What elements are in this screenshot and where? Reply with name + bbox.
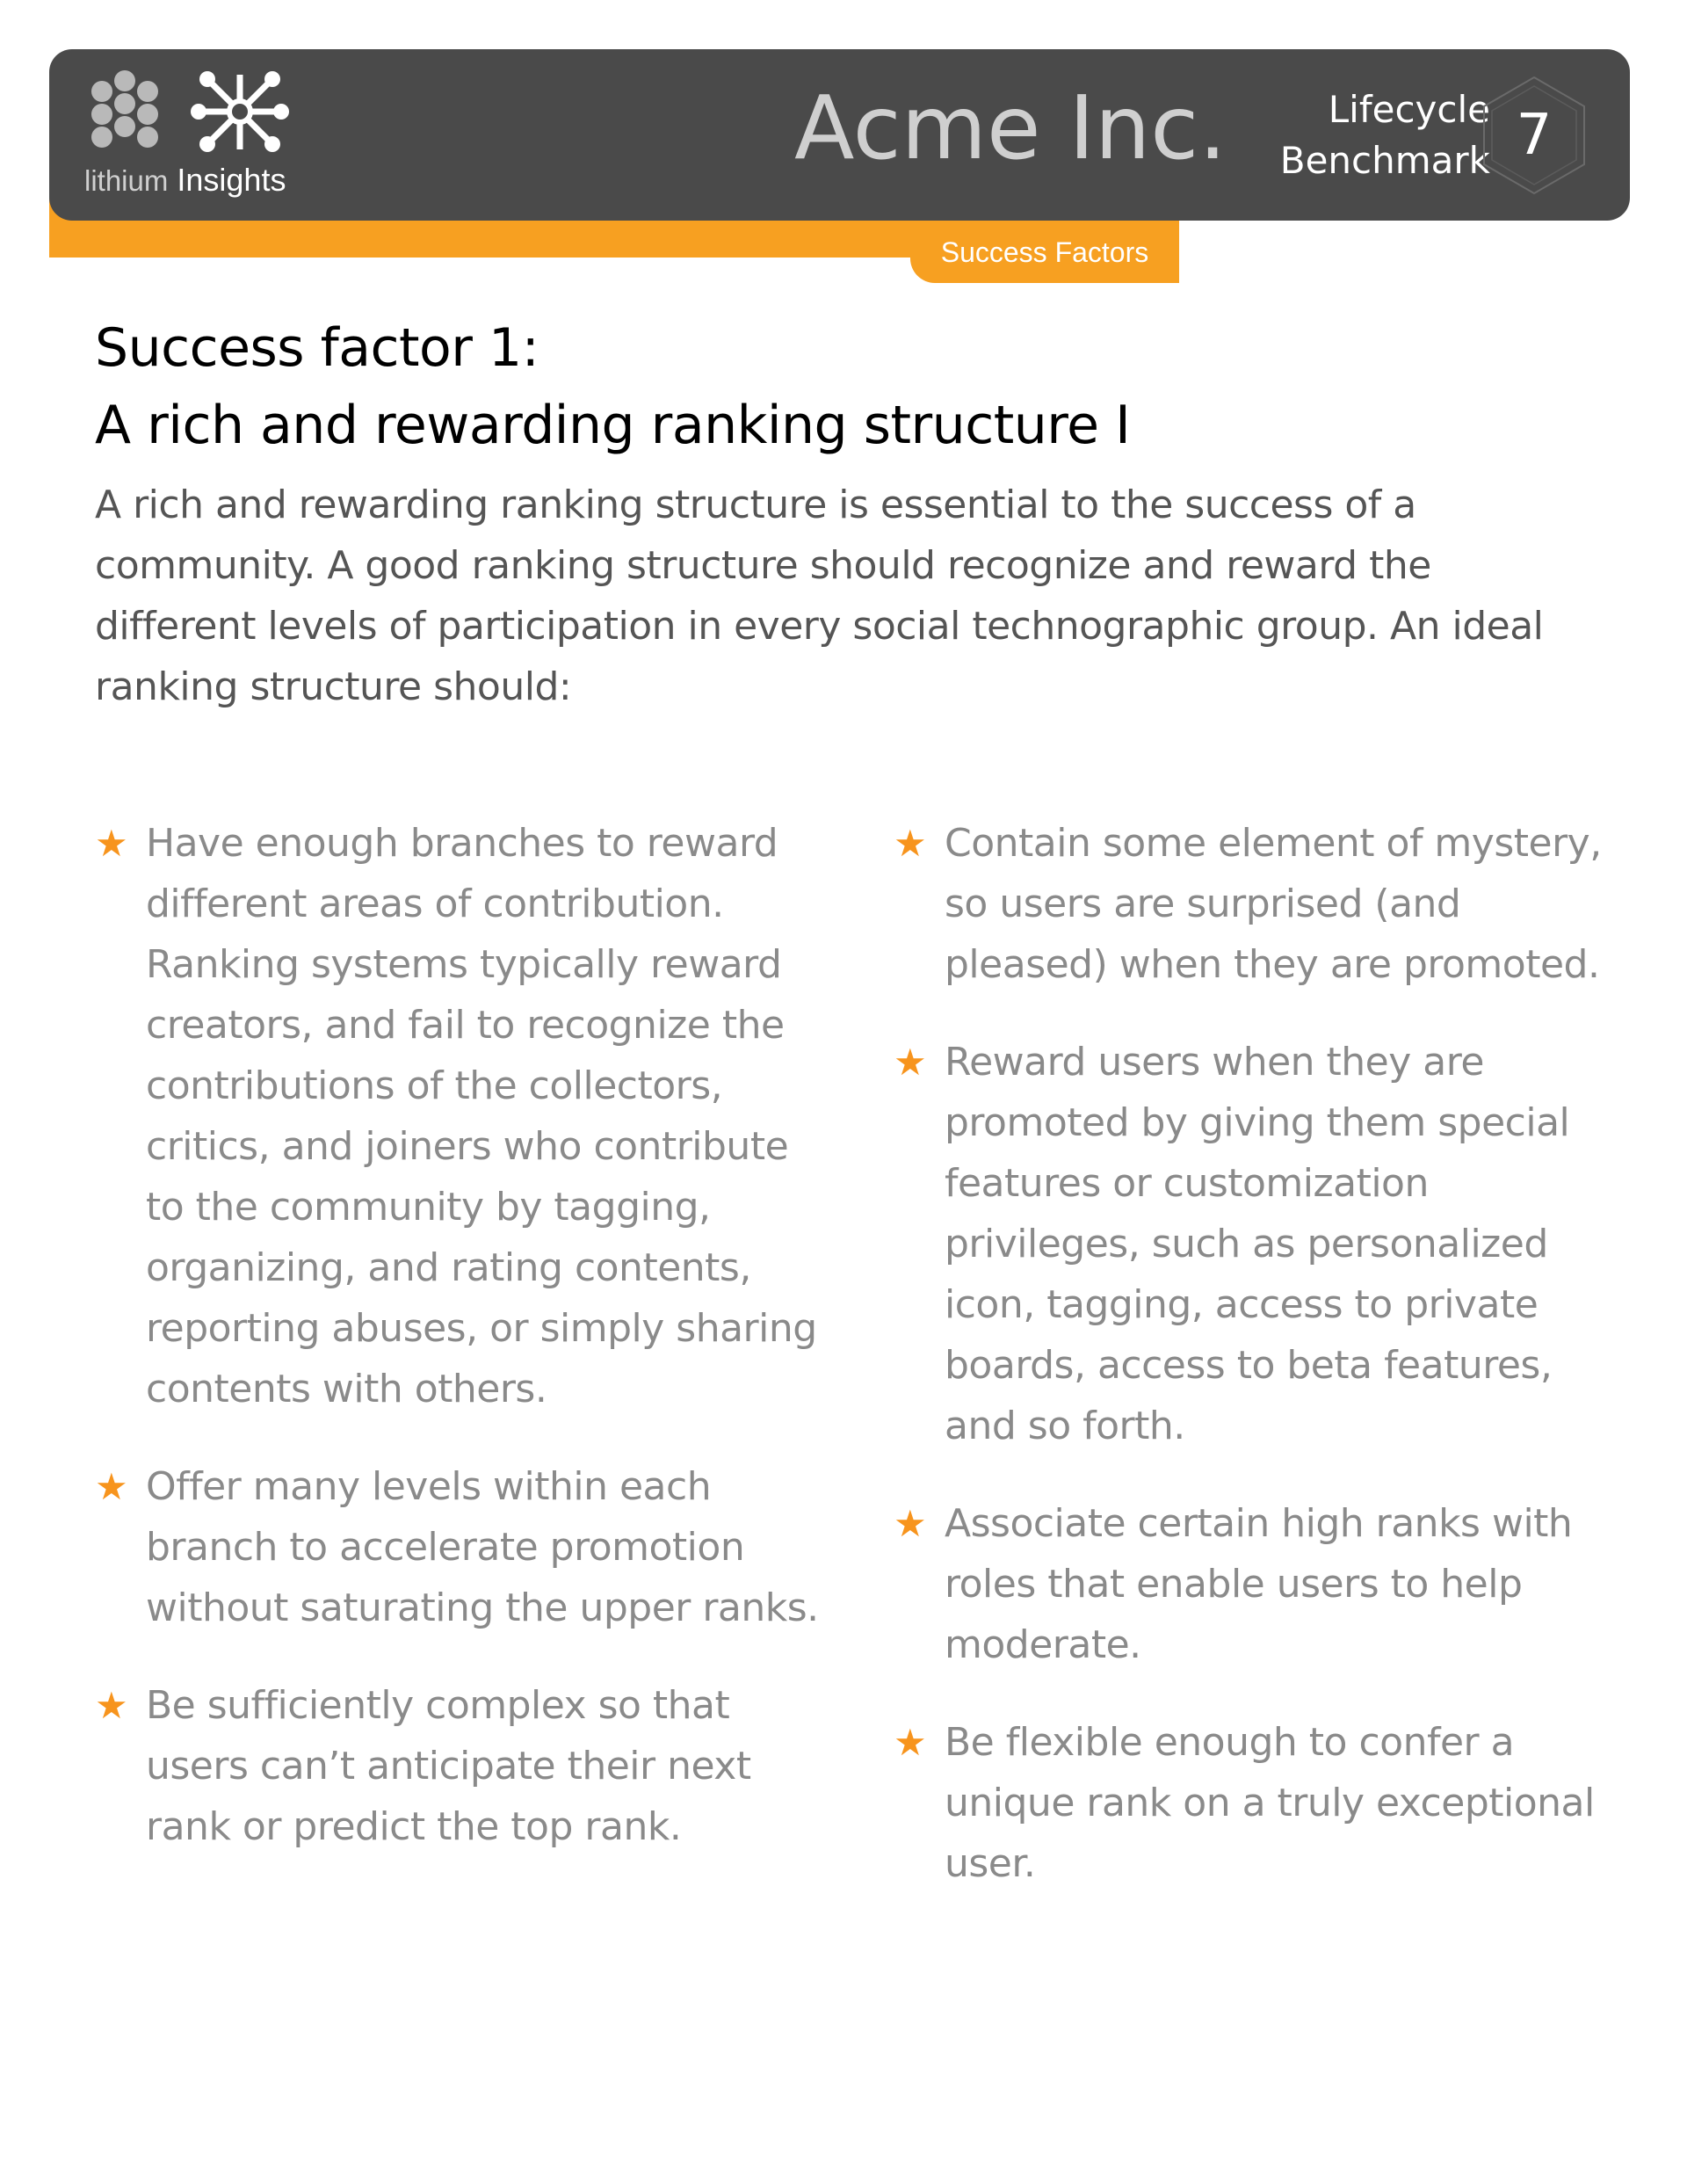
- right-bullet-list: [894, 813, 1623, 1931]
- list-item: [95, 1675, 824, 1857]
- logo-word-insights: Insights: [177, 162, 286, 198]
- company-name: Acme Inc.: [794, 76, 1227, 179]
- star-icon: ★: [894, 1502, 927, 1545]
- lithium-logo-icon: [84, 70, 295, 158]
- section-tab: Success Factors: [910, 221, 1179, 283]
- list-item-text: Contain some element of mystery, so users are surprised (and pleased) when they are promoted.: [945, 821, 1602, 987]
- star-icon: ★: [894, 822, 927, 865]
- list-item-text: Reward users when they are promoted by giving them special features or customization privileges, such as personalized icon, tagging, access to private boards, access to beta features, and so forth.: [945, 1040, 1570, 1448]
- star-icon: ★: [894, 1721, 927, 1764]
- list-item: [95, 813, 824, 1419]
- list-item: [894, 1712, 1623, 1894]
- page-number: 7: [1516, 103, 1553, 168]
- star-icon: ★: [95, 1465, 128, 1508]
- star-icon: ★: [894, 1041, 927, 1084]
- list-item: [95, 1456, 824, 1638]
- star-icon: ★: [95, 822, 128, 865]
- list-item-text: Offer many levels within each branch to accelerate promotion without saturating the upper ranks.: [146, 1464, 819, 1630]
- report-title-line-2: Benchmark: [1279, 139, 1490, 182]
- list-item: [894, 1032, 1623, 1456]
- list-item-text: Be flexible enough to confer a unique rank on a truly exceptional user.: [945, 1720, 1595, 1886]
- list-item: [894, 1493, 1623, 1675]
- list-item-text: Have enough branches to reward different areas of contribution. Ranking systems typically reward creators, and fail to recognize the contributions of the collectors, critics, and joiners who contribute to the community by tagging, organizing, and rating contents, reporting abuses, or simply sharing contents with others.: [146, 821, 817, 1411]
- list-item-text: Be sufficiently complex so that users can’t anticipate their next rank or predict the top rank.: [146, 1683, 751, 1849]
- list-item: [894, 813, 1623, 995]
- page-header: [49, 49, 1630, 221]
- page-title-line-2: A rich and rewarding ranking structure I: [95, 395, 1131, 456]
- logo-word-lithium: lithium: [84, 164, 169, 197]
- logo-wordmark: [84, 162, 286, 199]
- report-title-line-1: Lifecycle: [1328, 88, 1490, 131]
- page-title-line-1: Success factor 1:: [95, 317, 539, 379]
- report-title: [1218, 84, 1490, 186]
- intro-paragraph: A rich and rewarding ranking structure is essential to the success of a community. A good ranking structure should recognize and reward the different levels of participation in every social technographic group. An ideal ranking structure should:: [95, 483, 1544, 709]
- left-bullet-list: [95, 813, 824, 1894]
- list-item-text: Associate certain high ranks with roles that enable users to help moderate.: [945, 1501, 1573, 1667]
- page-title: [95, 309, 1589, 464]
- star-icon: ★: [95, 1684, 128, 1727]
- page-number-badge: [1473, 74, 1596, 197]
